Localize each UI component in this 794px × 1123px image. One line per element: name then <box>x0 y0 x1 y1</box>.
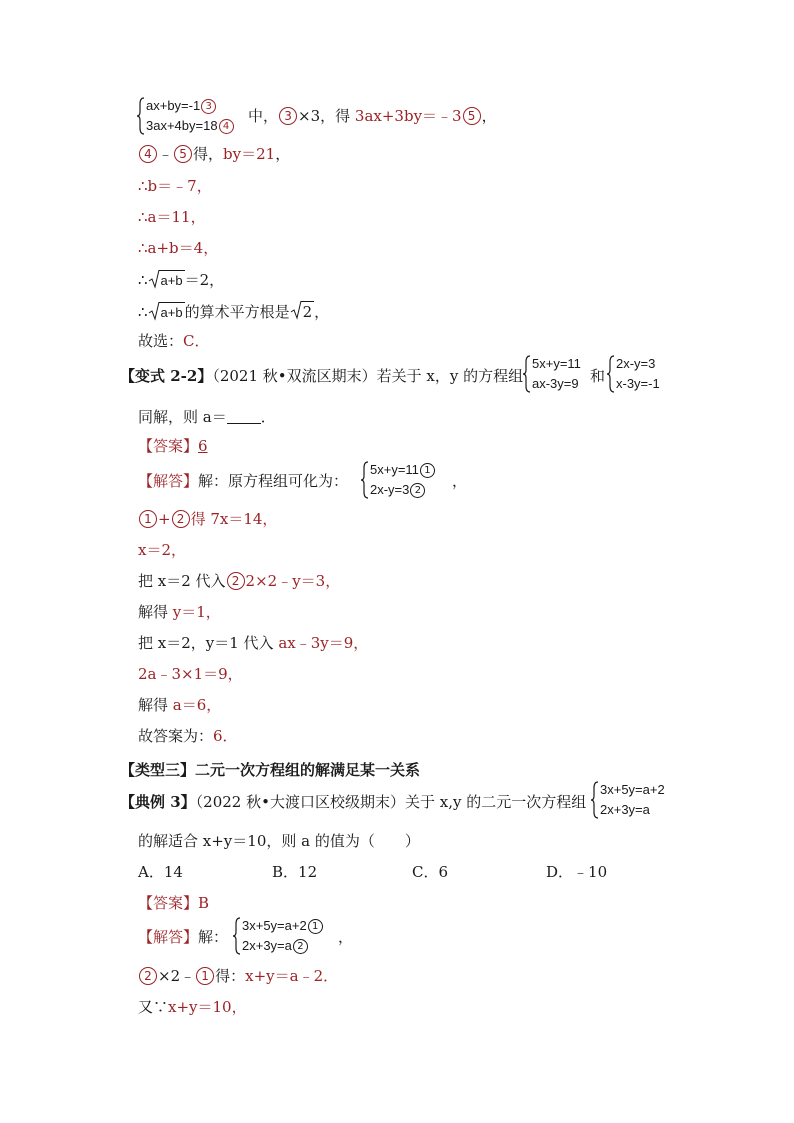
circled-1: 1 <box>139 510 157 528</box>
block1-line3: ∴b＝﹣7， <box>138 177 212 195</box>
example3-step1: 2 ×2﹣ 1 得：x+y＝a﹣2． <box>138 966 338 986</box>
block1-line2: 4 ﹣ 5 得，by＝21， <box>138 144 290 164</box>
circled-4: 4 <box>219 119 234 134</box>
equation-system-b: 2x-y=3 x-3y=-1 <box>606 354 692 394</box>
variant-jieda: 【解答】解：原方程组可化为： <box>138 472 349 490</box>
circled-2: 2 <box>139 967 157 985</box>
sys-eq1: ax+by=-1 <box>146 98 201 113</box>
circled-1: 1 <box>420 463 435 478</box>
circled-3: 3 <box>279 107 297 125</box>
circled-4: 4 <box>139 145 157 163</box>
circled-2: 2 <box>410 483 425 498</box>
variant-step1: 1 + 2 得 7x＝14， <box>138 509 277 529</box>
sqrt-icon <box>148 269 160 289</box>
circled-5: 5 <box>174 145 192 163</box>
option-b: B．12 <box>272 863 318 881</box>
block1-line7: ∴ a+b 的算术平方根是 2 ， <box>138 300 329 323</box>
variant-question-line2: 同解，则 a＝ ． <box>138 408 276 426</box>
circled-1: 1 <box>308 919 323 934</box>
variant-step3: 把 x＝2 代入 2 2×2﹣y＝3， <box>138 572 341 590</box>
variant-answer: 【答案】6 <box>138 437 208 455</box>
variant-tag: 【变式 2-2】 <box>120 367 213 385</box>
brace-icon <box>590 780 600 820</box>
example3-tag: 【典例 3】 <box>120 793 196 811</box>
circled-3: 3 <box>201 99 216 114</box>
block1-line8: 故选：C． <box>138 332 210 350</box>
sqrt-icon <box>290 300 302 320</box>
variant-he: 和 <box>590 367 606 385</box>
example3-answer: 【答案】B <box>138 894 210 912</box>
equation-system-example3: 3x+5y=a+2 2x+3y=a <box>590 780 690 820</box>
variant-step2: x＝2， <box>138 541 187 559</box>
circled-2: 2 <box>293 939 308 954</box>
example3-jieda: 【解答】解： <box>138 928 229 946</box>
block1-line5: ∴a+b＝4， <box>138 239 219 257</box>
variant-step4: 解得 y＝1， <box>138 603 221 621</box>
sys-eq2: 3ax+4by=18 <box>146 118 218 133</box>
circled-2: 2 <box>227 572 245 590</box>
variant-step8: 故答案为：6． <box>138 727 238 745</box>
example3-step2: 又∵x+y＝10， <box>138 998 247 1016</box>
brace-icon <box>136 96 146 136</box>
brace-icon <box>606 354 616 394</box>
equation-system-a: 5x+y=11 ax-3y=9 <box>522 354 608 394</box>
equation-system-ab <box>136 96 236 136</box>
sqrt-icon <box>148 301 160 321</box>
circled-5: 5 <box>463 107 481 125</box>
block1-line6: ∴ a+b ＝2， <box>138 271 225 289</box>
option-d: D．﹣10 <box>546 863 608 881</box>
answer-blank <box>227 409 261 424</box>
section-heading: 【类型三】二元一次方程组的解满足某一关系 <box>120 761 421 779</box>
equation-system-c: 5x+y=11 1 2x-y=3 2 <box>360 460 460 500</box>
block1-line1: 中， 3 ×3，得 3ax+3by＝﹣3 5 ， <box>248 107 497 125</box>
equation-system-d: 3x+5y=a+2 1 2x+3y=a 2 <box>232 916 336 956</box>
block1-line4: ∴a＝11， <box>138 208 206 226</box>
brace-icon <box>360 460 370 500</box>
circled-1: 1 <box>196 967 214 985</box>
circled-2: 2 <box>172 510 190 528</box>
option-a: A．14 <box>138 863 183 881</box>
example3-question-line1: 【典例 3】（2022 秋•大渡口区校级期末）关于 x,y 的二元一次方程组 <box>120 793 587 811</box>
brace-icon <box>522 354 532 394</box>
variant-question-line1: 【变式 2-2】（2021 秋•双流区期末）若关于 x，y 的方程组 <box>120 367 524 385</box>
option-c: C．6 <box>412 863 449 881</box>
variant-step7: 解得 a＝6， <box>138 696 222 714</box>
variant-step5: 把 x＝2，y＝1 代入 ax﹣3y＝9， <box>138 634 369 652</box>
variant-step6: 2a﹣3×1＝9， <box>138 665 243 683</box>
brace-icon <box>232 916 242 956</box>
example3-question-line2: 的解适合 x+y＝10，则 a 的值为（ ） <box>138 832 420 850</box>
